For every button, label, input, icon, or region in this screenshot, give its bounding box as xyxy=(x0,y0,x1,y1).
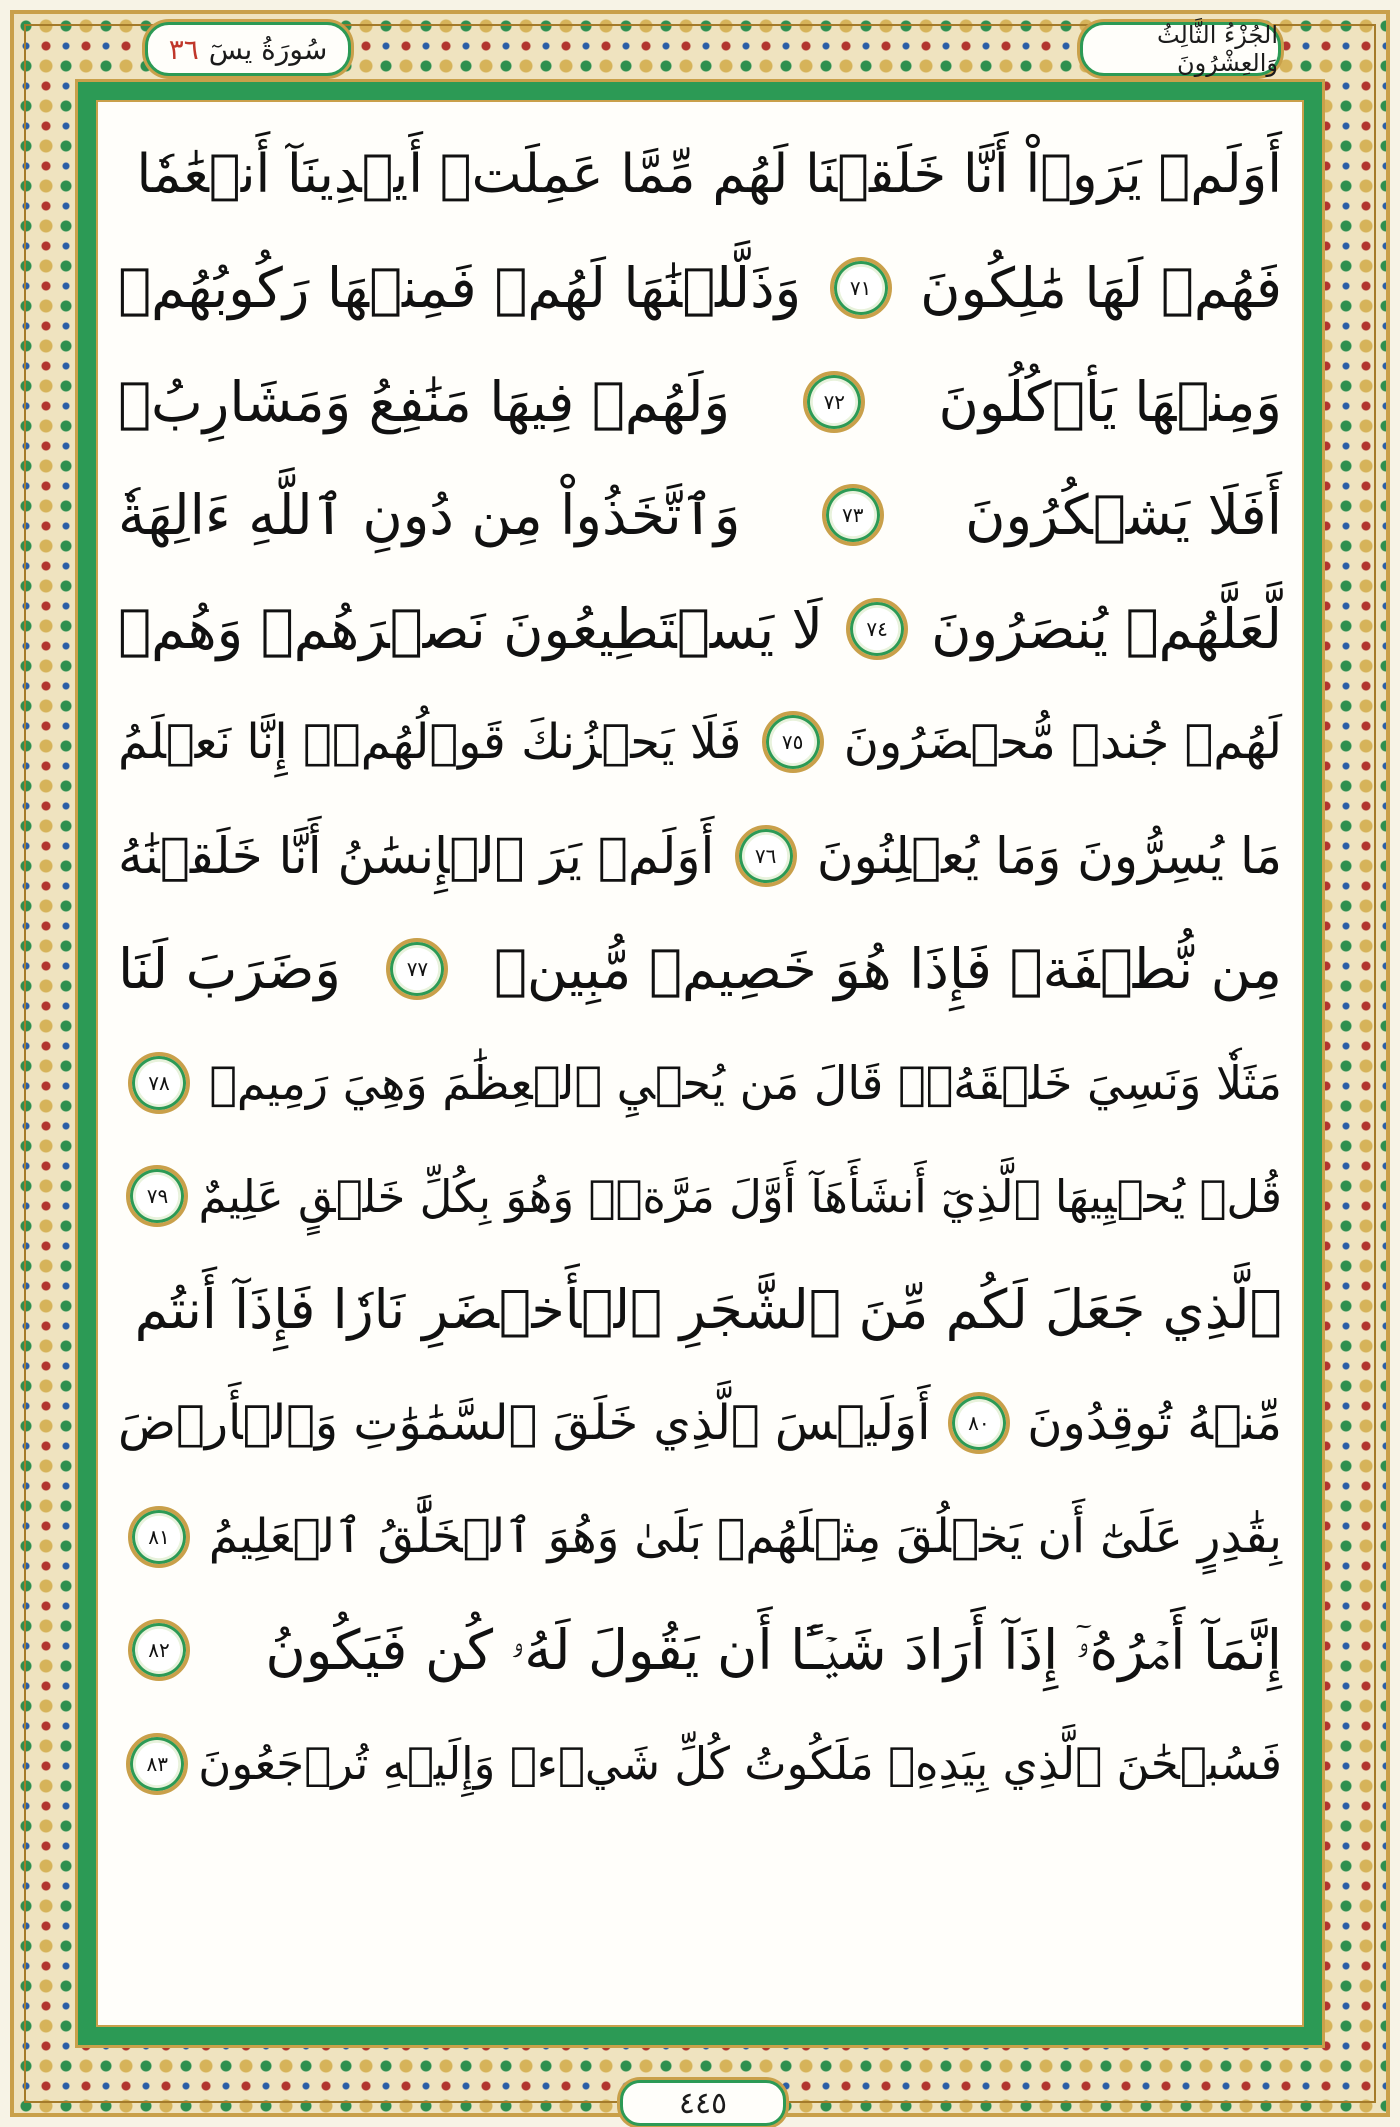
verse-text: وَلَهُمۡ فِيهَا مَنَٰفِعُ وَمَشَارِبُۚ xyxy=(118,369,731,434)
text-line xyxy=(118,459,1282,573)
ayah-number-marker: ٧٨ xyxy=(128,1052,190,1114)
ayah-number-marker: ٧٥ xyxy=(762,711,824,773)
verse-text: فَلَا يَحۡزُنكَ قَوۡلُهُمۡۘ إِنَّا نَعۡلَمُ xyxy=(118,714,742,771)
verse-text: وَمِنۡهَا يَأۡكُلُونَ xyxy=(938,369,1282,434)
verse-text: مَثَلٗا وَنَسِيَ خَلۡقَهُۥۖ قَالَ مَن يُحۡيِ ٱلۡعِظَٰمَ وَهِيَ رَمِيمٞ xyxy=(209,1055,1282,1110)
ayah-number-marker: ٧٧ xyxy=(386,938,448,1000)
verse-text: وَذَلَّلۡنَٰهَا لَهُمۡ فَمِنۡهَا رَكُوبُهُمۡ xyxy=(118,256,802,321)
verse-text: لَا يَسۡتَطِيعُونَ نَصۡرَهُمۡ وَهُمۡ xyxy=(118,596,823,661)
page-number: ٤٤٥ xyxy=(620,2080,786,2126)
ayah-number-marker: ٧٣ xyxy=(822,484,884,546)
text-line xyxy=(118,118,1282,232)
verse-text: بِقَٰدِرٍ عَلَىٰٓ أَن يَخۡلُقَ مِثۡلَهُمۚ بَلَىٰ وَهُوَ ٱلۡخَلَّٰقُ ٱلۡعَلِيمُ xyxy=(208,1509,1282,1565)
verse-text: أَوَلَمۡ يَرَوۡاْ أَنَّا خَلَقۡنَا لَهُم مِّمَّا عَمِلَتۡ أَيۡدِينَآ أَنۡعَٰمٗا xyxy=(136,144,1282,206)
verse-text: فَسُبۡحَٰنَ ٱلَّذِي بِيَدِهِۦ مَلَكُوتُ كُلِّ شَيۡءٖ وَإِلَيۡهِ تُرۡجَعُونَ xyxy=(198,1737,1282,1791)
verse-text: مِن نُّطۡفَةٖ فَإِذَا هُوَ خَصِيمٞ مُّبِينٞ xyxy=(493,937,1282,1002)
text-line xyxy=(118,1367,1282,1481)
verse-text: مَا يُسِرُّونَ وَمَا يُعۡلِنُونَ xyxy=(816,826,1282,885)
ayah-number-marker: ٨٣ xyxy=(126,1733,188,1795)
text-line xyxy=(118,799,1282,913)
verse-text: إِنَّمَآ أَمۡرُهُۥٓ إِذَآ أَرَادَ شَيۡـًٔا أَن يَقُولَ لَهُۥ كُن فَيَكُونُ xyxy=(265,1617,1282,1682)
text-line xyxy=(118,1594,1282,1708)
juz-label: الجُزْءُ الثَّالِثُ وَالعِشْرُونَ xyxy=(1156,21,1278,77)
text-line xyxy=(118,1140,1282,1254)
surah-label: سُورَةُ يسٓ xyxy=(208,32,328,66)
verse-text: لَهُمۡ جُندٞ مُّحۡضَرُونَ xyxy=(843,714,1282,771)
text-line xyxy=(118,232,1282,346)
ayah-number-marker: ٧٢ xyxy=(803,371,865,433)
surah-number: ٣٦ xyxy=(168,32,199,66)
text-line xyxy=(118,572,1282,686)
verse-text: قُلۡ يُحۡيِيهَا ٱلَّذِيٓ أَنشَأَهَآ أَوَّلَ مَرَّةٖۖ وَهُوَ بِكُلِّ خَلۡقٍ عَلِيمٌ xyxy=(198,1169,1282,1223)
verse-text: وَضَرَبَ لَنَا xyxy=(118,937,341,1002)
text-line xyxy=(118,345,1282,459)
verse-text: وَٱتَّخَذُواْ مِن دُونِ ٱللَّهِ ءَالِهَةٗ xyxy=(118,483,741,548)
text-line xyxy=(118,1707,1282,1821)
ayah-number-marker: ٨٢ xyxy=(128,1619,190,1681)
ayah-number-marker: ٧٩ xyxy=(126,1165,188,1227)
ayah-number-marker: ٨٠ xyxy=(948,1392,1010,1454)
verse-text: ٱلَّذِي جَعَلَ لَكُم مِّنَ ٱلشَّجَرِ ٱلۡأَخۡضَرِ نَارٗا فَإِذَآ أَنتُم xyxy=(134,1278,1282,1342)
verse-text: أَوَلَمۡ يَرَ ٱلۡإِنسَٰنُ أَنَّا خَلَقۡنَٰهُ xyxy=(118,826,715,885)
text-line xyxy=(118,1026,1282,1140)
ayah-number-marker: ٧١ xyxy=(830,257,892,319)
juz-cartouche xyxy=(1080,22,1281,76)
text-line xyxy=(118,1480,1282,1594)
ayah-number-marker: ٧٦ xyxy=(735,825,797,887)
verse-text: لَّعَلَّهُمۡ يُنصَرُونَ xyxy=(931,596,1282,661)
text-line xyxy=(118,913,1282,1027)
ayah-number-marker: ٧٤ xyxy=(846,598,908,660)
verse-lines xyxy=(118,118,1282,1821)
text-line xyxy=(118,1253,1282,1367)
ayah-number-marker: ٨١ xyxy=(128,1506,190,1568)
surah-cartouche xyxy=(145,22,351,76)
verse-text: مِّنۡهُ تُوقِدُونَ xyxy=(1027,1395,1282,1452)
verse-text: أَفَلَا يَشۡكُرُونَ xyxy=(965,483,1282,548)
text-line xyxy=(118,686,1282,800)
verse-text: فَهُمۡ لَهَا مَٰلِكُونَ xyxy=(920,256,1282,321)
verse-text: أَوَلَيۡسَ ٱلَّذِي خَلَقَ ٱلسَّمَٰوَٰتِ وَٱلۡأَرۡضَ xyxy=(118,1395,931,1452)
